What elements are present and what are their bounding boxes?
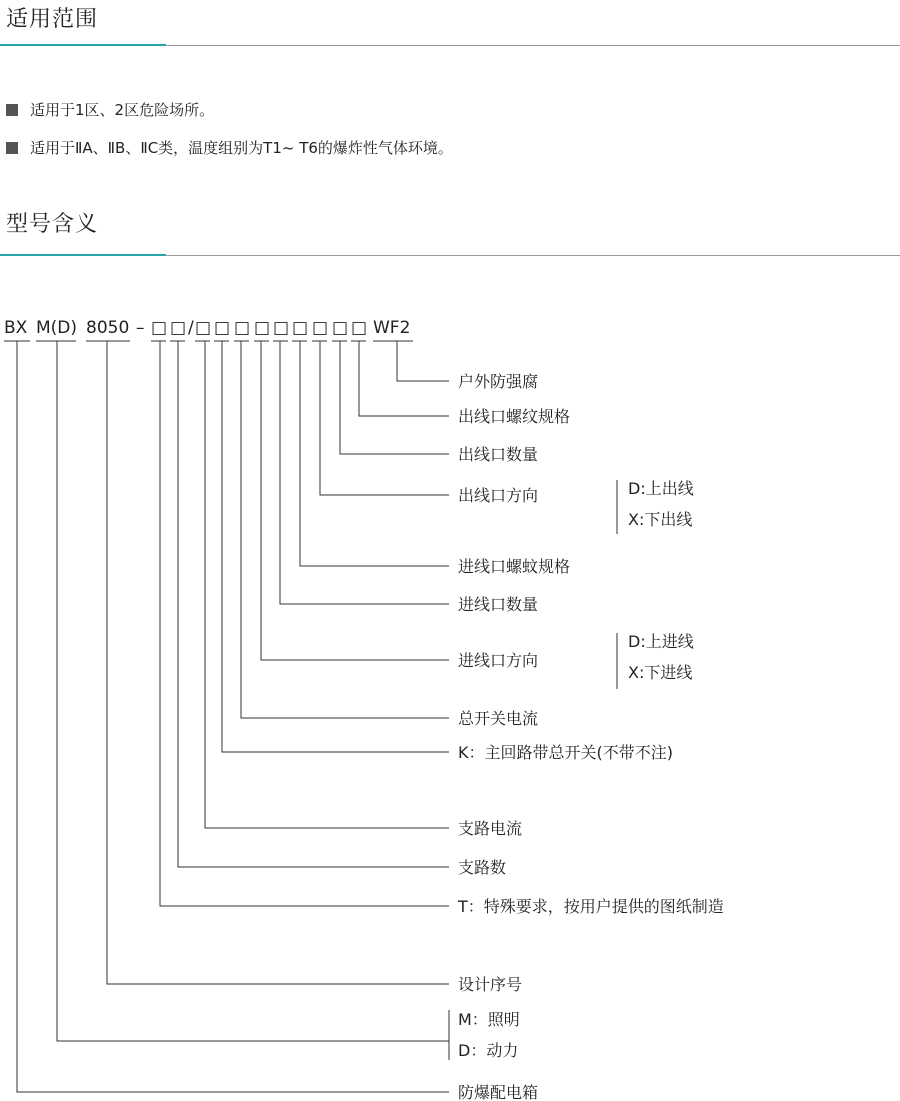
label-out-dir-x: X:下出线 — [628, 510, 693, 529]
code-box-1: □ — [151, 318, 168, 338]
code-box-9: □ — [312, 318, 329, 338]
label-out-thread: 出线口螺纹规格 — [458, 407, 571, 426]
code-box-8: □ — [292, 318, 309, 338]
label-d: D：动力 — [458, 1041, 519, 1060]
code-suffix: WF2 — [373, 318, 411, 338]
scope-item-text: 适用于1区、2区危险场所。 — [30, 101, 215, 119]
code-box-5: □ — [234, 318, 251, 338]
code-box-10: □ — [332, 318, 349, 338]
code-md: M(D) — [36, 318, 78, 338]
code-box-4: □ — [214, 318, 231, 338]
label-t: T：特殊要求，按用户提供的图纸制造 — [458, 897, 724, 916]
code-num: 8050 — [86, 318, 130, 338]
scope-item-text: 适用于ⅡA、ⅡB、ⅡC类，温度组别为T1~ T6的爆炸性气体环境。 — [30, 139, 453, 157]
label-m: M：照明 — [458, 1010, 520, 1029]
code-box-11: □ — [351, 318, 368, 338]
label-branch-current: 支路电流 — [458, 819, 523, 838]
label-box-type: 防爆配电箱 — [458, 1083, 539, 1101]
label-design-no: 设计序号 — [458, 975, 523, 994]
code-box-3: □ — [195, 318, 212, 338]
code-dash: – — [136, 318, 145, 338]
label-out-dir: 出线口方向 — [458, 486, 539, 505]
code-slash: / — [188, 318, 194, 338]
code-box-6: □ — [254, 318, 271, 338]
label-in-count: 进线口数量 — [458, 595, 539, 614]
label-main-current: 总开关电流 — [458, 709, 539, 728]
label-in-dir: 进线口方向 — [458, 651, 539, 670]
label-k: K：主回路带总开关(不带不注) — [458, 743, 673, 762]
label-in-thread: 进线口螺蚊规格 — [458, 557, 571, 576]
code-box-2: □ — [170, 318, 187, 338]
model-title: 型号含义 — [6, 212, 99, 237]
label-in-dir-d: D:上进线 — [628, 632, 694, 651]
code-bx: BX — [4, 318, 28, 338]
code-box-7: □ — [273, 318, 290, 338]
label-out-dir-d: D:上出线 — [628, 479, 694, 498]
scope-title: 适用范围 — [6, 7, 99, 32]
label-branch-count: 支路数 — [458, 858, 507, 877]
label-wf2: 户外防强腐 — [458, 372, 539, 391]
label-out-count: 出线口数量 — [458, 445, 539, 464]
label-in-dir-x: X:下进线 — [628, 663, 693, 682]
